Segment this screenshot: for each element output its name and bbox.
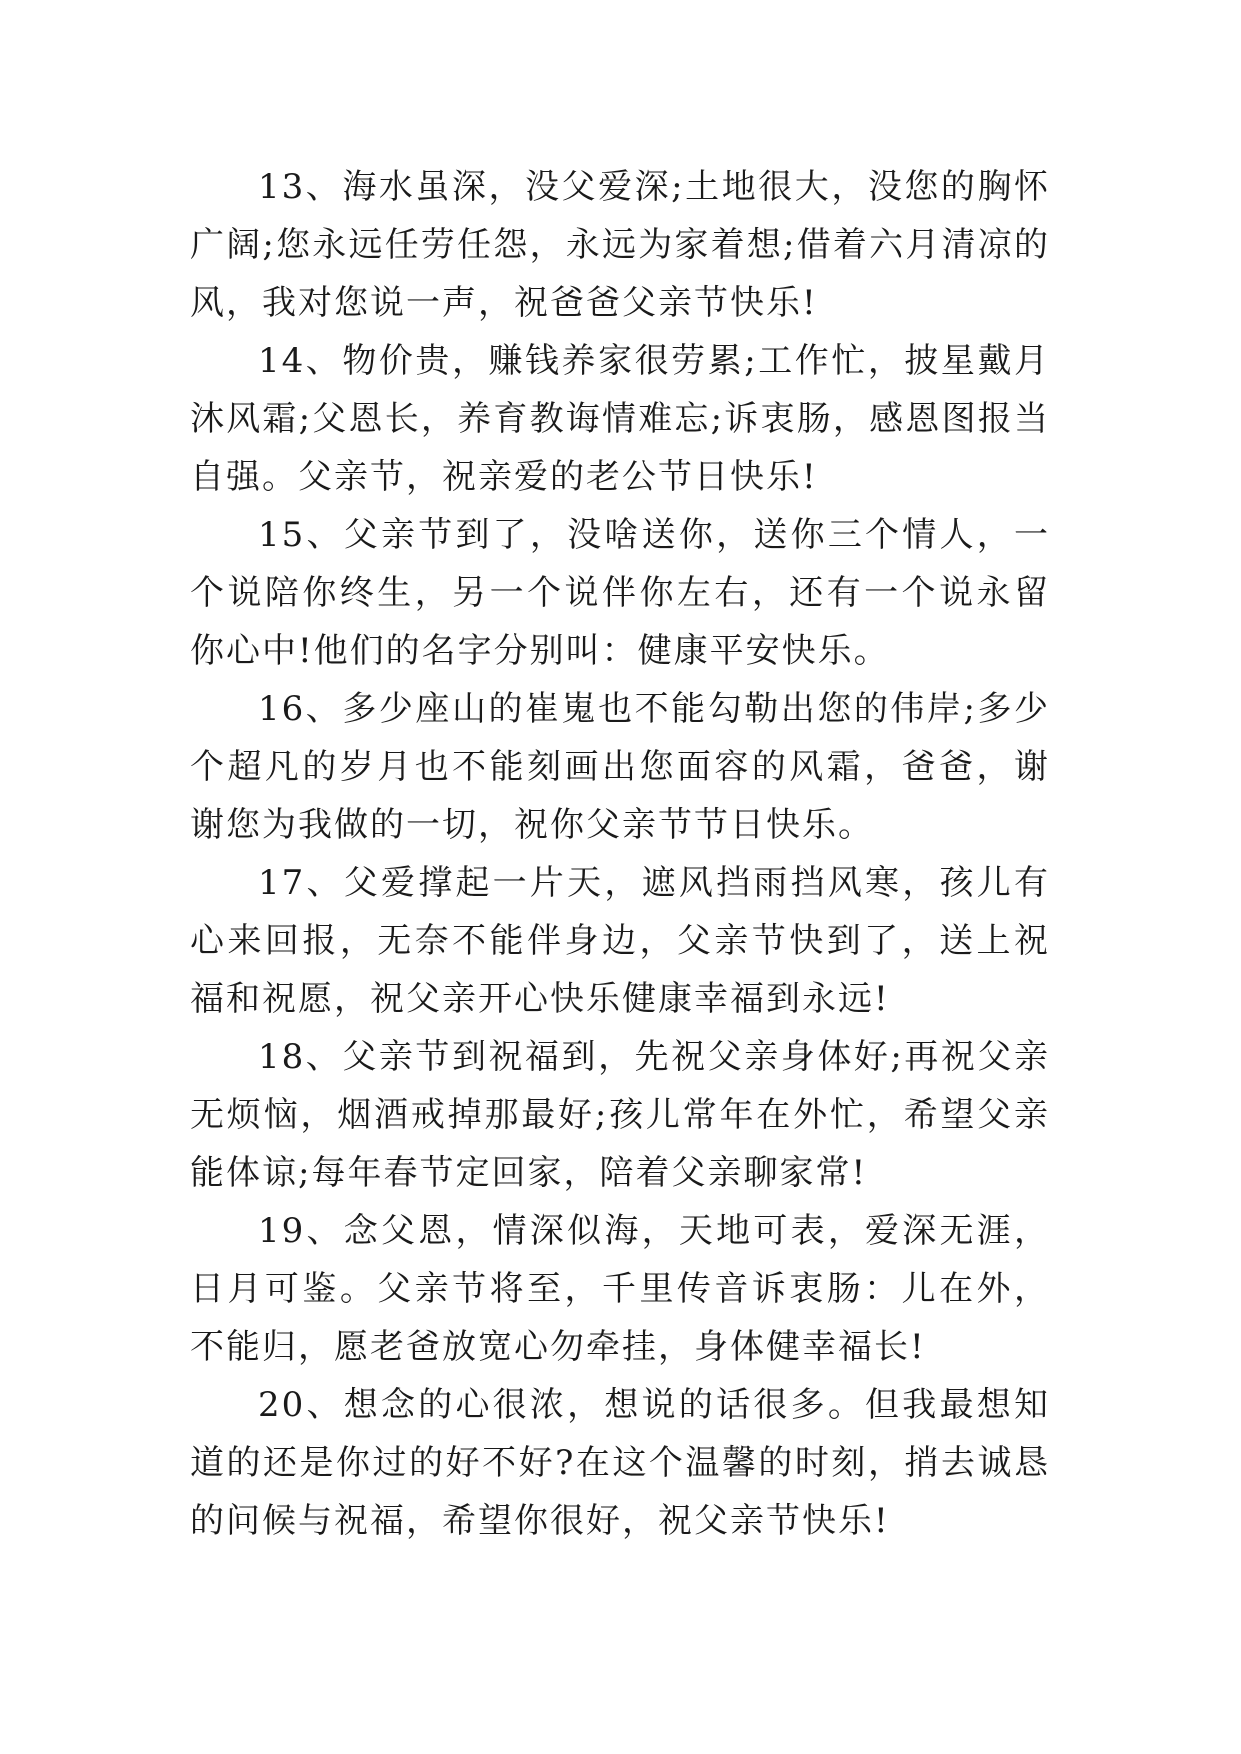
paragraph-17: 17、父爱撑起一片天，遮风挡雨挡风寒，孩儿有心来回报，无奈不能伴身边，父亲节快到了，送上祝福和祝愿，祝父亲开心快乐健康幸福到永远!: [190, 863, 1050, 1019]
paragraph-13: 13、海水虽深，没父爱深;土地很大，没您的胸怀广阔;您永远任劳任怨，永远为家着想;借着六月清凉的风，我对您说一声，祝爸爸父亲节快乐!: [190, 167, 1050, 323]
paragraph-18: 18、父亲节到祝福到，先祝父亲身体好;再祝父亲无烦恼，烟酒戒掉那最好;孩儿常年在外忙，希望父亲能体谅;每年春节定回家，陪着父亲聊家常!: [190, 1037, 1050, 1193]
paragraph-16: 16、多少座山的崔嵬也不能勾勒出您的伟岸;多少个超凡的岁月也不能刻画出您面容的风霜，爸爸，谢谢您为我做的一切，祝你父亲节节日快乐。: [190, 689, 1050, 845]
paragraph-19: 19、念父恩，情深似海，天地可表，爱深无涯，日月可鉴。父亲节将至，千里传音诉衷肠：儿在外，不能归，愿老爸放宽心勿牵挂，身体健幸福长!: [190, 1211, 1050, 1367]
paragraph-14: 14、物价贵，赚钱养家很劳累;工作忙，披星戴月沐风霜;父恩长，养育教诲情难忘;诉衷肠，感恩图报当自强。父亲节，祝亲爱的老公节日快乐!: [190, 341, 1050, 497]
document-body: [190, 158, 1050, 1550]
paragraph-15: 15、父亲节到了，没啥送你，送你三个情人，一个说陪你终生，另一个说伴你左右，还有一个说永留你心中!他们的名字分别叫：健康平安快乐。: [190, 515, 1050, 671]
paragraph-20: 20、想念的心很浓，想说的话很多。但我最想知道的还是你过的好不好?在这个温馨的时刻，捎去诚恳的问候与祝福，希望你很好，祝父亲节快乐!: [190, 1385, 1050, 1541]
